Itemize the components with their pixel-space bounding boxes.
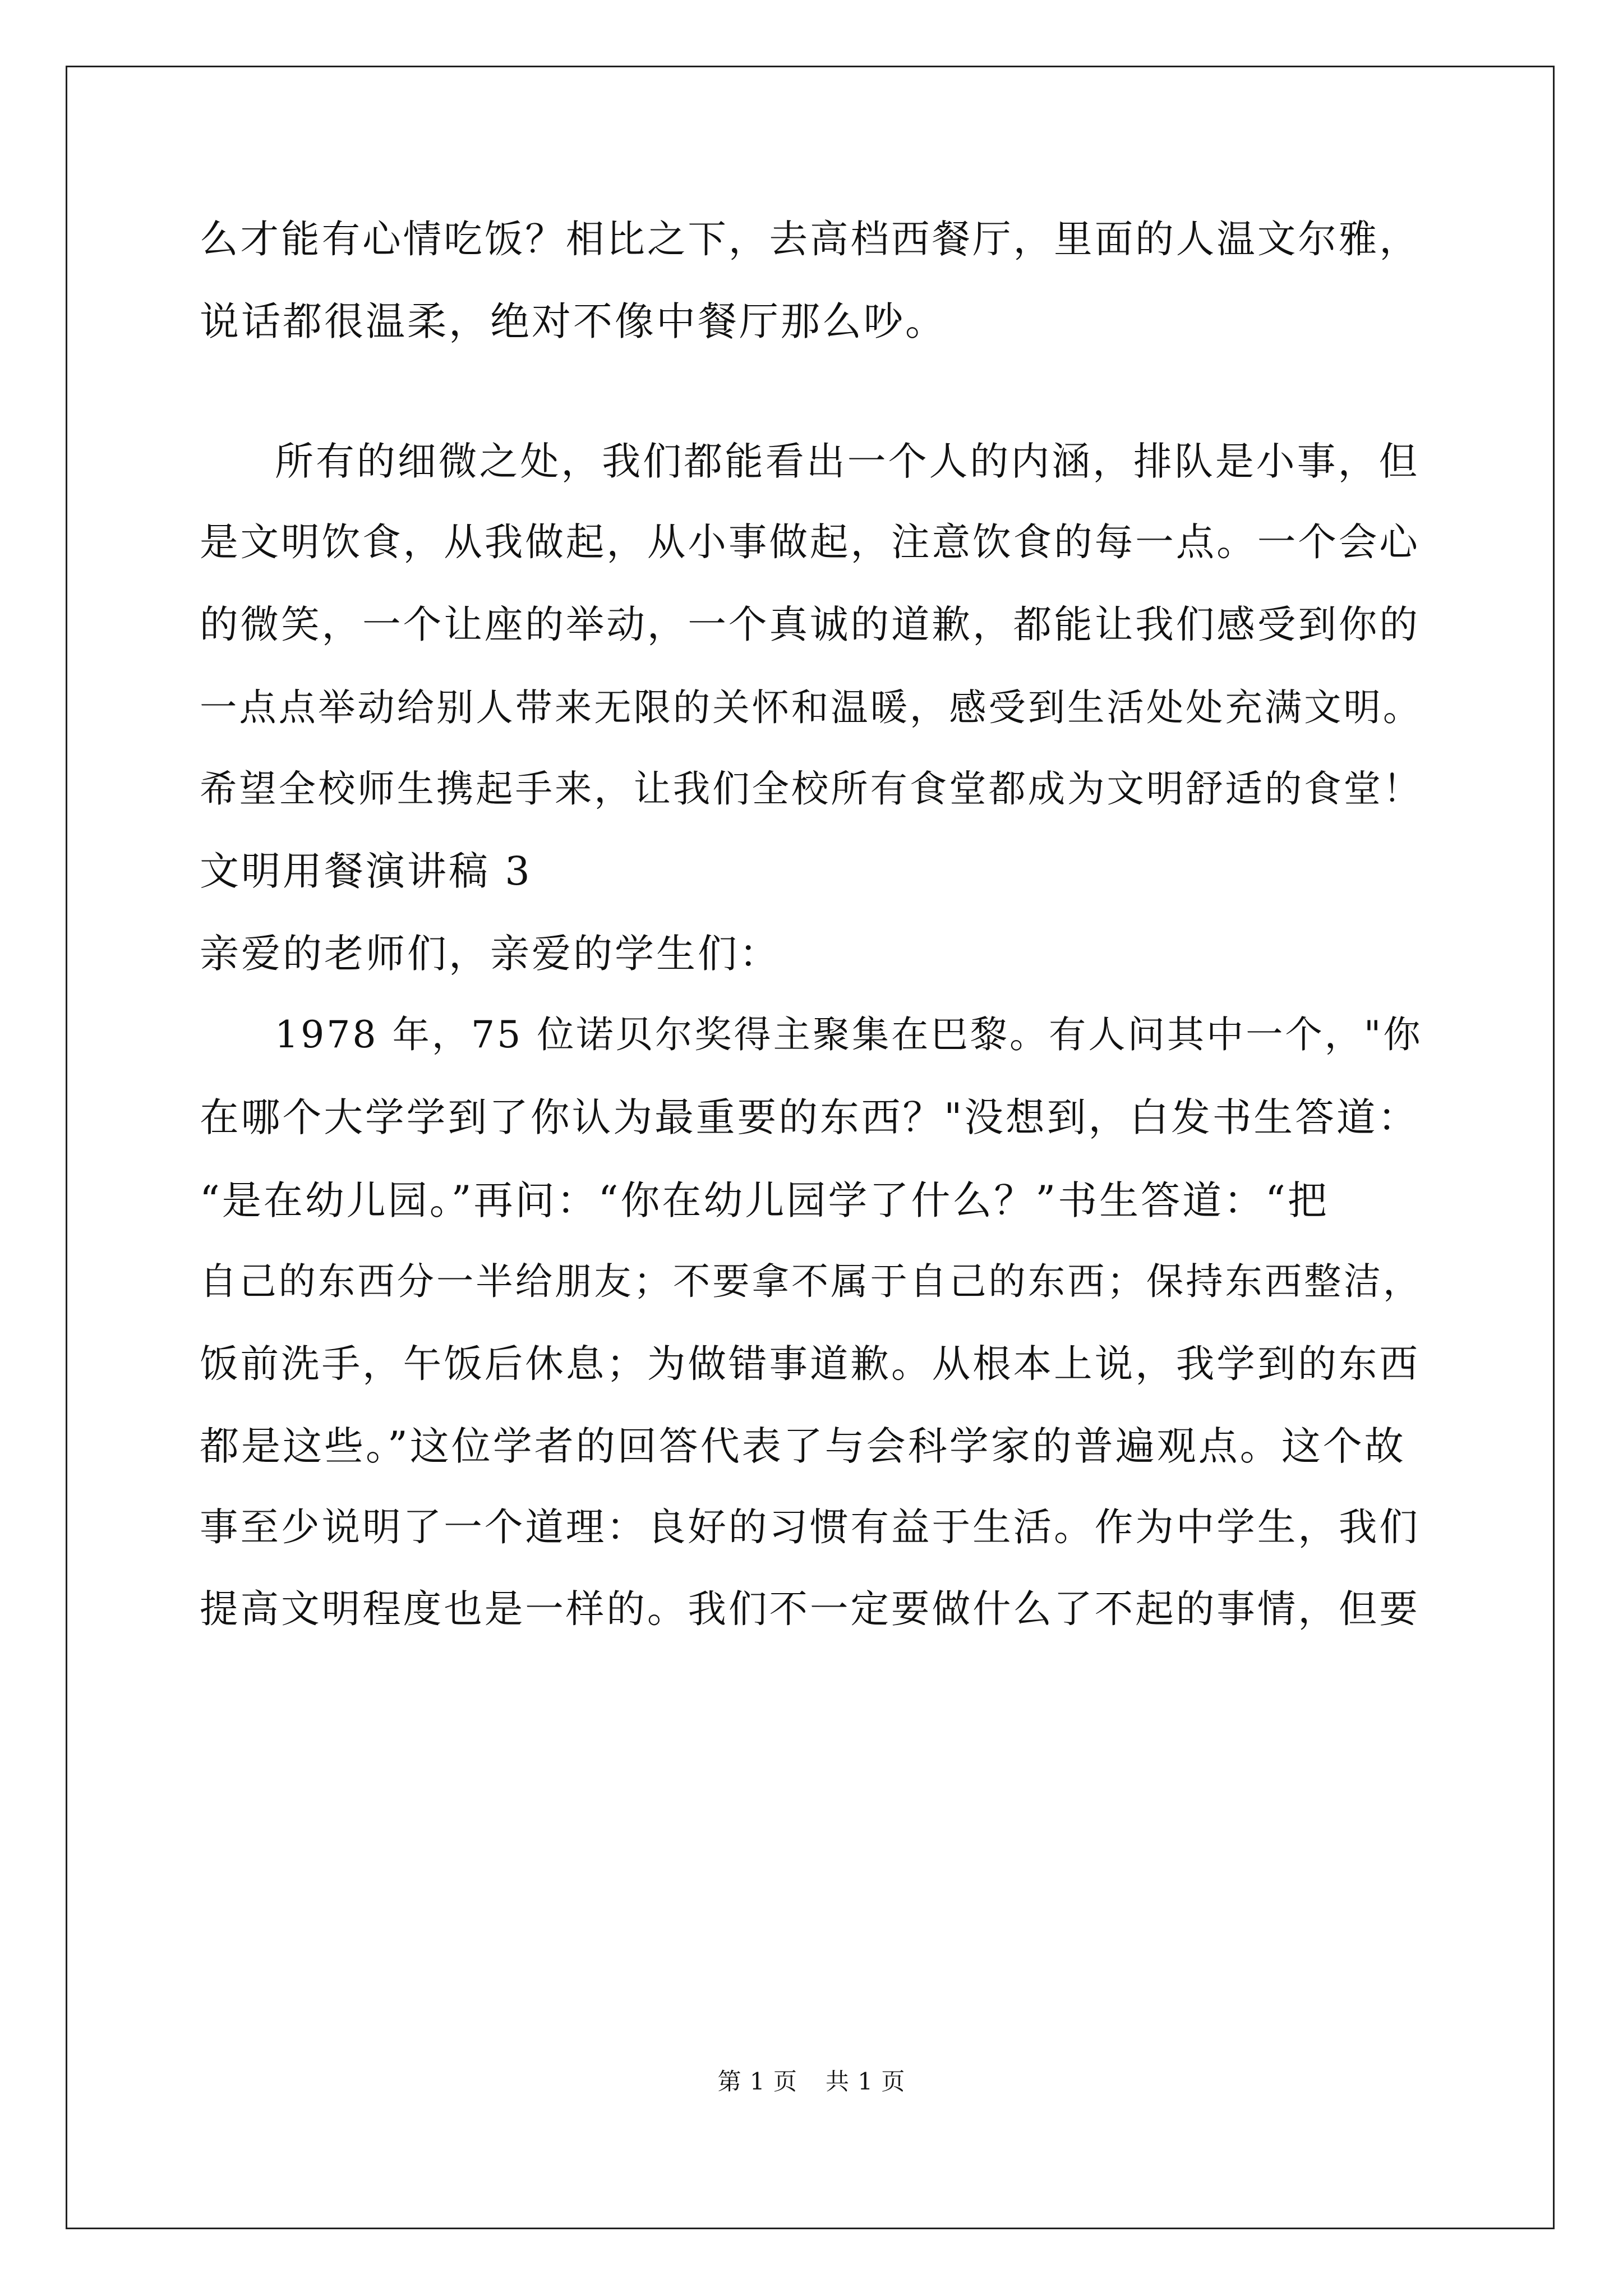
text-line: 自己的东西分一半给朋友；不要拿不属于自己的东西；保持东西整洁， [200, 1259, 1423, 1303]
page-footer [0, 2063, 1623, 2097]
text-line: 提高文明程度也是一样的。我们不一定要做什么了不起的事情，但要 [200, 1587, 1420, 1632]
page-total: 共 1 页 [826, 2068, 906, 2095]
text-line: 事至少说明了一个道理：良好的习惯有益于生活。作为中学生，我们 [200, 1505, 1420, 1550]
text-line: 的微笑，一个让座的举动，一个真诚的道歉，都能让我们感受到你的 [200, 602, 1420, 647]
page-number: 第 1 页 [717, 2068, 797, 2095]
text-line: 一点点举动给别人带来无限的关怀和温暖，感受到生活处处充满文明。 [200, 685, 1423, 729]
text-line: “是在幼儿园。”再问：“你在幼儿园学了什么？”书生答道：“把 [200, 1177, 1329, 1223]
text-line: 饭前洗手，午饭后休息；为做错事道歉。从根本上说，我学到的东西 [200, 1342, 1420, 1387]
text-line: 说话都很温柔，绝对不像中餐厅那么吵。 [200, 298, 947, 344]
paragraph-start-line: 1978 年，75 位诺贝尔奖得主聚集在巴黎。有人问其中一个，"你 [275, 1013, 1423, 1056]
text-line: 希望全校师生携起手来，让我们全校所有食堂都成为文明舒适的食堂！ [200, 767, 1423, 811]
paragraph-start-line: 所有的细微之处，我们都能看出一个人的内涵，排队是小事，但 [275, 439, 1420, 484]
text-line: 在哪个大学学到了你认为最重要的东西？"没想到，白发书生答道： [200, 1095, 1419, 1140]
section-heading: 文明用餐演讲稿 3 [200, 848, 532, 894]
text-line: 都是这些。”这位学者的回答代表了与会科学家的普遍观点。这个故 [200, 1423, 1406, 1469]
text-line: 么才能有心情吃饭？相比之下，去高档西餐厅，里面的人温文尔雅， [200, 217, 1420, 262]
text-line: 是文明饮食，从我做起，从小事做起，注意饮食的每一点。一个会心 [200, 520, 1420, 565]
salutation: 亲爱的老师们，亲爱的学生们： [200, 931, 781, 977]
